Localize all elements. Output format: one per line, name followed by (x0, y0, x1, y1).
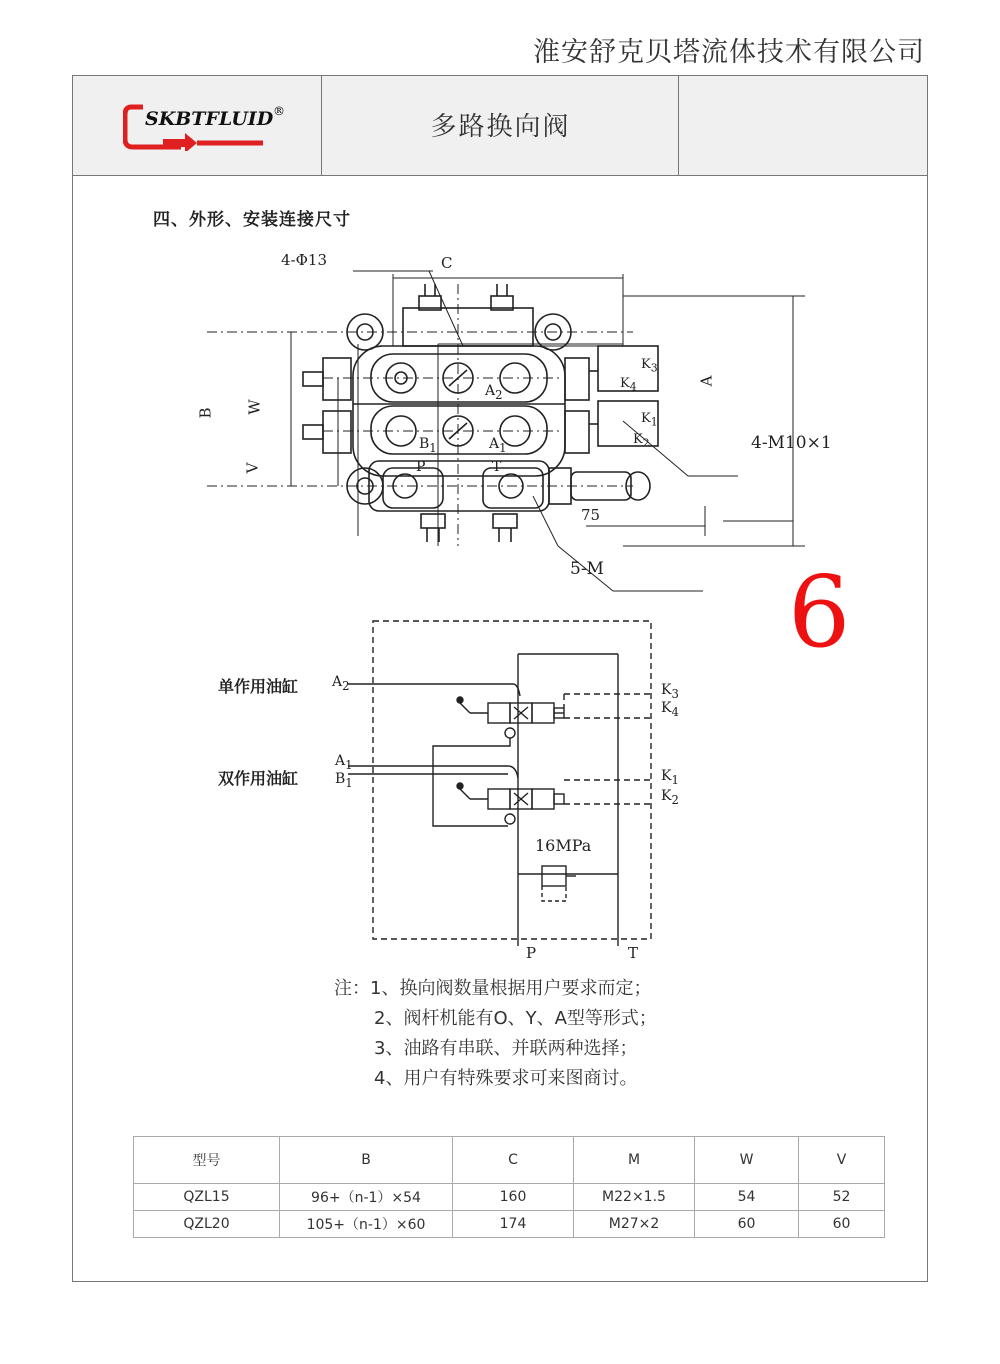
pressure-label: 16MPa (535, 836, 592, 855)
k4-label: $K_4$ (620, 376, 637, 394)
cell-m: M27×2 (574, 1211, 695, 1238)
skbtfluid-logo (123, 101, 303, 151)
hydraulic-schematic (328, 616, 668, 966)
schematic-a2: $A_2$ (332, 674, 350, 693)
cell-m: M22×1.5 (574, 1184, 695, 1211)
k1-label: $K_1$ (641, 411, 658, 429)
company-name: 淮安舒克贝塔流体技术有限公司 (533, 37, 925, 68)
port-b1: $B_1$ (419, 436, 437, 455)
port-a2: $A_2$ (485, 383, 503, 402)
cell-b: 105+（n-1）×60 (280, 1211, 453, 1238)
document-frame (72, 75, 928, 1282)
header-model: 型号 (134, 1137, 280, 1184)
dim-b-label: B (196, 407, 215, 419)
cell-w: 54 (695, 1184, 799, 1211)
note-line: 3、油路有串联、并联两种选择； (374, 1038, 638, 1059)
cell-v: 60 (799, 1211, 885, 1238)
schematic-k2: $K_2$ (661, 788, 679, 807)
cell-b: 96+（n-1）×54 (280, 1184, 453, 1211)
k2-label: $K_2$ (633, 432, 650, 450)
table-row (134, 1184, 885, 1211)
notes (334, 974, 657, 1094)
port-a1: $A_1$ (489, 436, 507, 455)
schematic-k1: $K_1$ (661, 768, 679, 787)
page-number: 6 (788, 556, 851, 670)
cell-w: 60 (695, 1211, 799, 1238)
single-cylinder-label: 单作用油缸 (218, 677, 299, 696)
logo-cell (73, 76, 322, 175)
table-row (134, 1211, 885, 1238)
port-thread-label: 5-M (570, 559, 604, 579)
cell-c: 174 (453, 1211, 574, 1238)
schematic-t: T (628, 944, 639, 962)
dim-75-label: 75 (581, 506, 601, 524)
header-w: W (695, 1137, 799, 1184)
header-b: B (280, 1137, 453, 1184)
note-line: 2、阀杆机能有O、Y、A型等形式； (374, 1008, 657, 1029)
dim-a-label: A (697, 375, 716, 387)
header-c: C (453, 1137, 574, 1184)
logo-text: SKBTFLUID (145, 108, 274, 130)
table-header-row (134, 1137, 885, 1184)
note-line: 4、用户有特殊要求可来图商讨。 (374, 1068, 638, 1089)
schematic-b1: $B_1$ (335, 771, 353, 790)
section-title: 四、外形、安装连接尺寸 (153, 210, 351, 230)
cell-model: QZL20 (134, 1211, 280, 1238)
dim-c-label: C (441, 254, 453, 272)
cell-c: 160 (453, 1184, 574, 1211)
port-p: P (416, 459, 426, 475)
header-v: V (799, 1137, 885, 1184)
spec-table (133, 1136, 885, 1238)
double-cylinder-label: 双作用油缸 (218, 769, 299, 788)
header-m: M (574, 1137, 695, 1184)
k3-label: $K_3$ (641, 357, 658, 375)
empty-cell (679, 76, 929, 175)
registered-mark: ® (273, 104, 285, 118)
schematic-k4: $K_4$ (661, 700, 679, 719)
note-line: 注：1、换向阀数量根据用户要求而定； (334, 978, 652, 999)
schematic-k3: $K_3$ (661, 682, 679, 701)
schematic-p: P (526, 944, 537, 962)
outline-drawing (193, 246, 873, 601)
dim-v-label: V (243, 462, 262, 474)
thread-label: 4-M10×1 (751, 433, 832, 453)
port-t: T (492, 459, 502, 475)
hole-label: 4-Φ13 (281, 251, 327, 269)
dim-w-label: W (245, 399, 264, 415)
cell-model: QZL15 (134, 1184, 280, 1211)
doc-title: 多路换向阀 (430, 112, 571, 142)
cell-v: 52 (799, 1184, 885, 1211)
schematic-a1: $A_1$ (335, 753, 353, 772)
header-bar (73, 76, 927, 176)
